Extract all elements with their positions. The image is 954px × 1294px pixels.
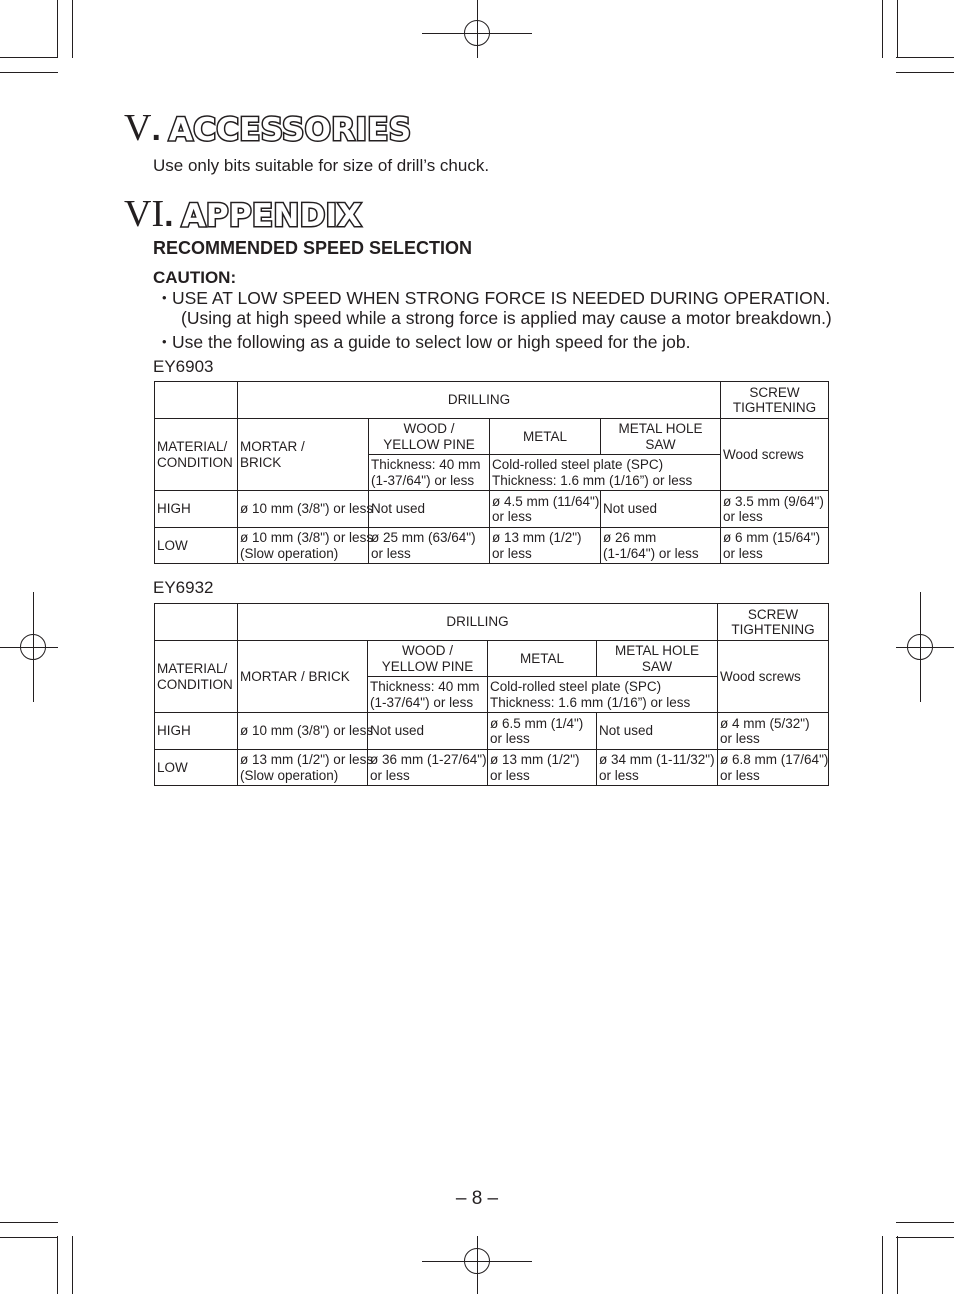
metal-header: METAL <box>490 419 601 455</box>
mortar-header: MORTAR / BRICK <box>238 419 369 491</box>
metal-thickness: Cold-rolled steel plate (SPC) Thickness: 1.6 mm (1/16”) or less <box>490 455 721 491</box>
table-cell: ø 13 mm (1/2") or less <box>490 528 601 564</box>
metal-header: METAL <box>488 641 597 677</box>
section-title: ACCESSORIES <box>168 112 412 148</box>
page-number: – 8 – <box>455 1188 499 1209</box>
speed-label: HIGH <box>155 491 238 528</box>
wood-thickness: Thickness: 40 mm (1-37/64") or less <box>369 455 490 491</box>
section-number: V <box>124 107 152 149</box>
wood-header: WOOD / YELLOW PINE <box>368 641 488 677</box>
table-cell: ø 6.8 mm (17/64") or less <box>718 750 829 786</box>
model-label: EY6932 <box>153 578 214 597</box>
bullet-dot: • <box>162 334 167 349</box>
speed-label: HIGH <box>155 713 238 750</box>
accessories-text: Use only bits suitable for size of drill’s chuck. <box>153 156 490 175</box>
speed-table <box>154 381 829 564</box>
bullet-dot: • <box>162 290 167 305</box>
metal-thickness: Cold-rolled steel plate (SPC) Thickness: 1.6 mm (1/16”) or less <box>488 677 718 713</box>
caution-label: CAUTION: <box>153 268 237 287</box>
table-cell: Not used <box>597 713 718 750</box>
drilling-header: DRILLING <box>238 604 718 641</box>
table-cell: ø 13 mm (1/2") or less (Slow operation) <box>238 750 368 786</box>
mortar-header: MORTAR / BRICK <box>238 641 368 713</box>
speed-label: LOW <box>155 750 238 786</box>
screw-header: SCREW TIGHTENING <box>721 382 829 419</box>
table-corner <box>155 604 238 641</box>
table-cell: ø 6.5 mm (1/4") or less <box>488 713 597 750</box>
table-cell: ø 10 mm (3/8") or less <box>238 713 368 750</box>
section-number: VI <box>124 193 165 235</box>
caution-bullet: • USE AT LOW SPEED WHEN STRONG FORCE IS NEEDED DURING OPERATION. (Using at high speed while a strong force is applied may cause a motor breakdown.) <box>162 288 832 328</box>
wood-thickness: Thickness: 40 mm (1-37/64") or less <box>368 677 488 713</box>
guide-bullet: • Use the following as a guide to select low or high speed for the job. <box>162 332 691 352</box>
table-row <box>155 491 829 528</box>
table-cell: ø 3.5 mm (9/64") or less <box>721 491 829 528</box>
table-cell: ø 34 mm (1-11/32") or less <box>597 750 718 786</box>
speed-selection-title: RECOMMENDED SPEED SELECTION <box>153 238 473 258</box>
table-cell: ø 4 mm (5/32") or less <box>718 713 829 750</box>
table-cell: ø 25 mm (63/64") or less <box>369 528 490 564</box>
table-cell: ø 10 mm (3/8") or less (Slow operation) <box>238 528 369 564</box>
table-row <box>155 750 829 786</box>
table-cell: Not used <box>369 491 490 528</box>
table-corner <box>155 382 238 419</box>
table-cell: Not used <box>601 491 721 528</box>
appendix-heading: VI . APPENDIX <box>124 193 362 235</box>
table-cell: ø 4.5 mm (11/64") or less <box>490 491 601 528</box>
wood-screws-cell: Wood screws <box>721 419 829 491</box>
accessories-heading: V . ACCESSORIES <box>124 107 412 149</box>
speed-table <box>154 603 829 786</box>
table-cell: ø 36 mm (1-27/64") or less <box>368 750 488 786</box>
material-label: MATERIAL/ CONDITION <box>155 641 238 713</box>
section-title: APPENDIX <box>181 198 362 234</box>
drilling-header: DRILLING <box>238 382 721 419</box>
table-cell: ø 13 mm (1/2") or less <box>488 750 597 786</box>
wood-screws-cell: Wood screws <box>718 641 829 713</box>
holesaw-header: METAL HOLE SAW <box>597 641 718 677</box>
table-row <box>155 713 829 750</box>
holesaw-header: METAL HOLE SAW <box>601 419 721 455</box>
model-label: EY6903 <box>153 357 214 376</box>
material-label: MATERIAL/ CONDITION <box>155 419 238 491</box>
speed-label: LOW <box>155 528 238 564</box>
table-cell: ø 26 mm (1-1/64") or less <box>601 528 721 564</box>
wood-header: WOOD / YELLOW PINE <box>369 419 490 455</box>
screw-header: SCREW TIGHTENING <box>718 604 829 641</box>
table-cell: ø 6 mm (15/64") or less <box>721 528 829 564</box>
table-cell: ø 10 mm (3/8") or less <box>238 491 369 528</box>
table-cell: Not used <box>368 713 488 750</box>
table-row <box>155 528 829 564</box>
